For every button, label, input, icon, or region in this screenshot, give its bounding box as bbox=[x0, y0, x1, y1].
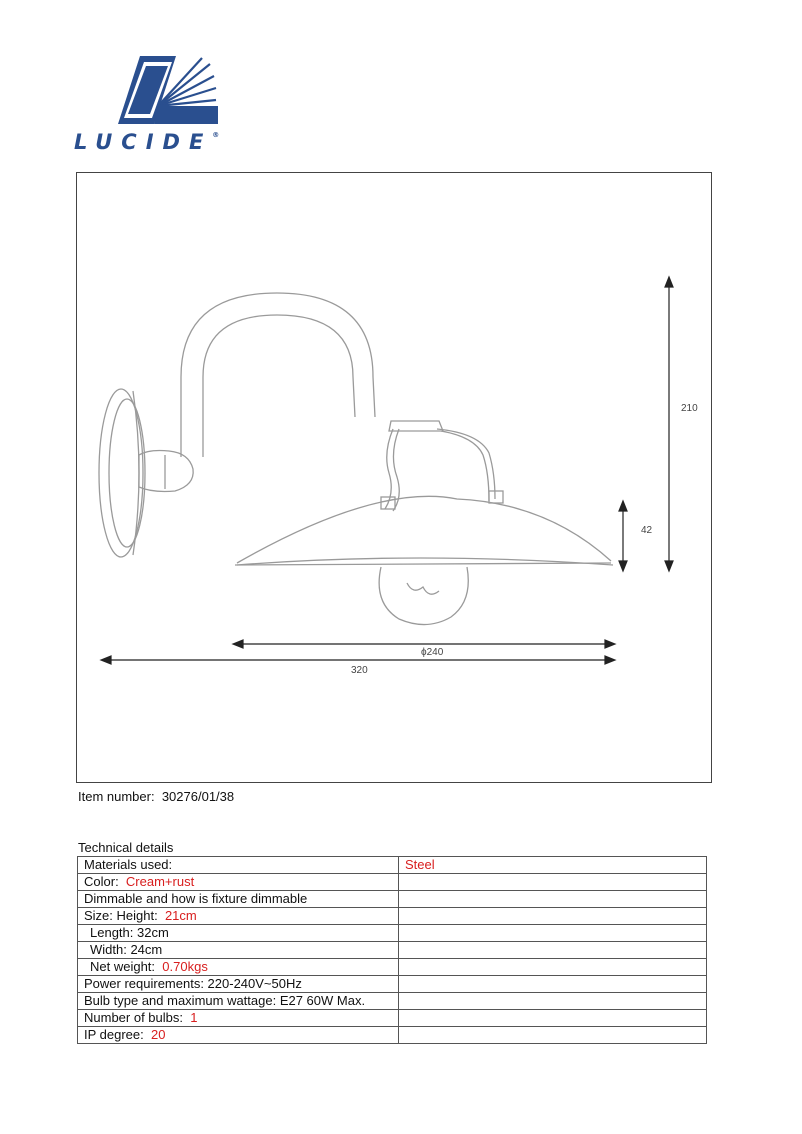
spec-value: 21cm bbox=[164, 908, 197, 923]
item-number-label: Item number: bbox=[78, 789, 155, 804]
brand-name: LUCIDE bbox=[74, 130, 213, 154]
spec-label bbox=[78, 874, 399, 891]
spec-label-text: Materials used: bbox=[84, 857, 173, 872]
spec-right-value bbox=[399, 976, 707, 993]
table-row bbox=[78, 874, 707, 891]
spec-label-text: Number of bulbs: bbox=[84, 1010, 183, 1025]
spec-value: Cream+rust bbox=[125, 874, 195, 889]
table-row bbox=[78, 993, 707, 1010]
spec-right-value bbox=[399, 891, 707, 908]
table-row bbox=[78, 1027, 707, 1044]
lamp-line-drawing bbox=[77, 173, 713, 784]
spec-label bbox=[78, 959, 399, 976]
spec-right-value bbox=[399, 925, 707, 942]
spec-label-text: Width: 24cm bbox=[90, 942, 163, 957]
spec-label bbox=[78, 925, 399, 942]
spec-right-value bbox=[399, 1027, 707, 1044]
item-number bbox=[78, 789, 234, 804]
brand-logo bbox=[74, 54, 234, 164]
lucide-logo-icon bbox=[118, 54, 218, 126]
spec-right-value bbox=[399, 959, 707, 976]
spec-right-value bbox=[399, 942, 707, 959]
spec-label-text: Power requirements: 220-240V~50Hz bbox=[84, 976, 302, 991]
dimension-shade-diameter-label: ϕ240 bbox=[421, 647, 444, 658]
item-number-value: 30276/01/38 bbox=[161, 789, 235, 804]
spec-label-text: Size: Height: bbox=[84, 908, 158, 923]
spec-label bbox=[78, 857, 399, 874]
technical-details-title: Technical details bbox=[78, 840, 174, 855]
spec-label bbox=[78, 1027, 399, 1044]
spec-value: 20 bbox=[151, 1027, 166, 1042]
spec-label bbox=[78, 908, 399, 925]
spec-label bbox=[78, 993, 399, 1010]
dimension-shade-height-label: 42 bbox=[641, 525, 653, 536]
spec-label bbox=[78, 1010, 399, 1027]
table-row bbox=[78, 857, 707, 874]
spec-label-text: Length: 32cm bbox=[90, 925, 169, 940]
technical-drawing bbox=[76, 172, 712, 783]
brand-wordmark bbox=[74, 130, 219, 154]
table-row bbox=[78, 908, 707, 925]
spec-right-value bbox=[399, 874, 707, 891]
spec-label-text: Dimmable and how is fixture dimmable bbox=[84, 891, 308, 906]
spec-right-value bbox=[399, 908, 707, 925]
spec-right-value: Steel bbox=[399, 857, 707, 874]
spec-label-text: Bulb type and maximum wattage: E27 60W Max. bbox=[84, 993, 366, 1008]
registered-mark: ® bbox=[212, 131, 220, 139]
spec-label bbox=[78, 891, 399, 908]
spec-right-value bbox=[399, 993, 707, 1010]
spec-label-text: Net weight: bbox=[90, 959, 156, 974]
spec-label-text: IP degree: bbox=[84, 1027, 144, 1042]
table-row bbox=[78, 942, 707, 959]
spec-right-value bbox=[399, 1010, 707, 1027]
spec-value: 0.70kgs bbox=[162, 959, 208, 974]
dimension-height-label: 210 bbox=[681, 403, 698, 414]
spec-value: 1 bbox=[190, 1010, 198, 1025]
spec-label bbox=[78, 942, 399, 959]
table-row bbox=[78, 959, 707, 976]
table-row bbox=[78, 925, 707, 942]
table-row bbox=[78, 1010, 707, 1027]
table-row bbox=[78, 891, 707, 908]
dimension-length-label: 320 bbox=[351, 665, 368, 676]
table-row bbox=[78, 976, 707, 993]
technical-details-table bbox=[77, 856, 707, 1044]
spec-label-text: Color: bbox=[84, 874, 119, 889]
spec-label bbox=[78, 976, 399, 993]
